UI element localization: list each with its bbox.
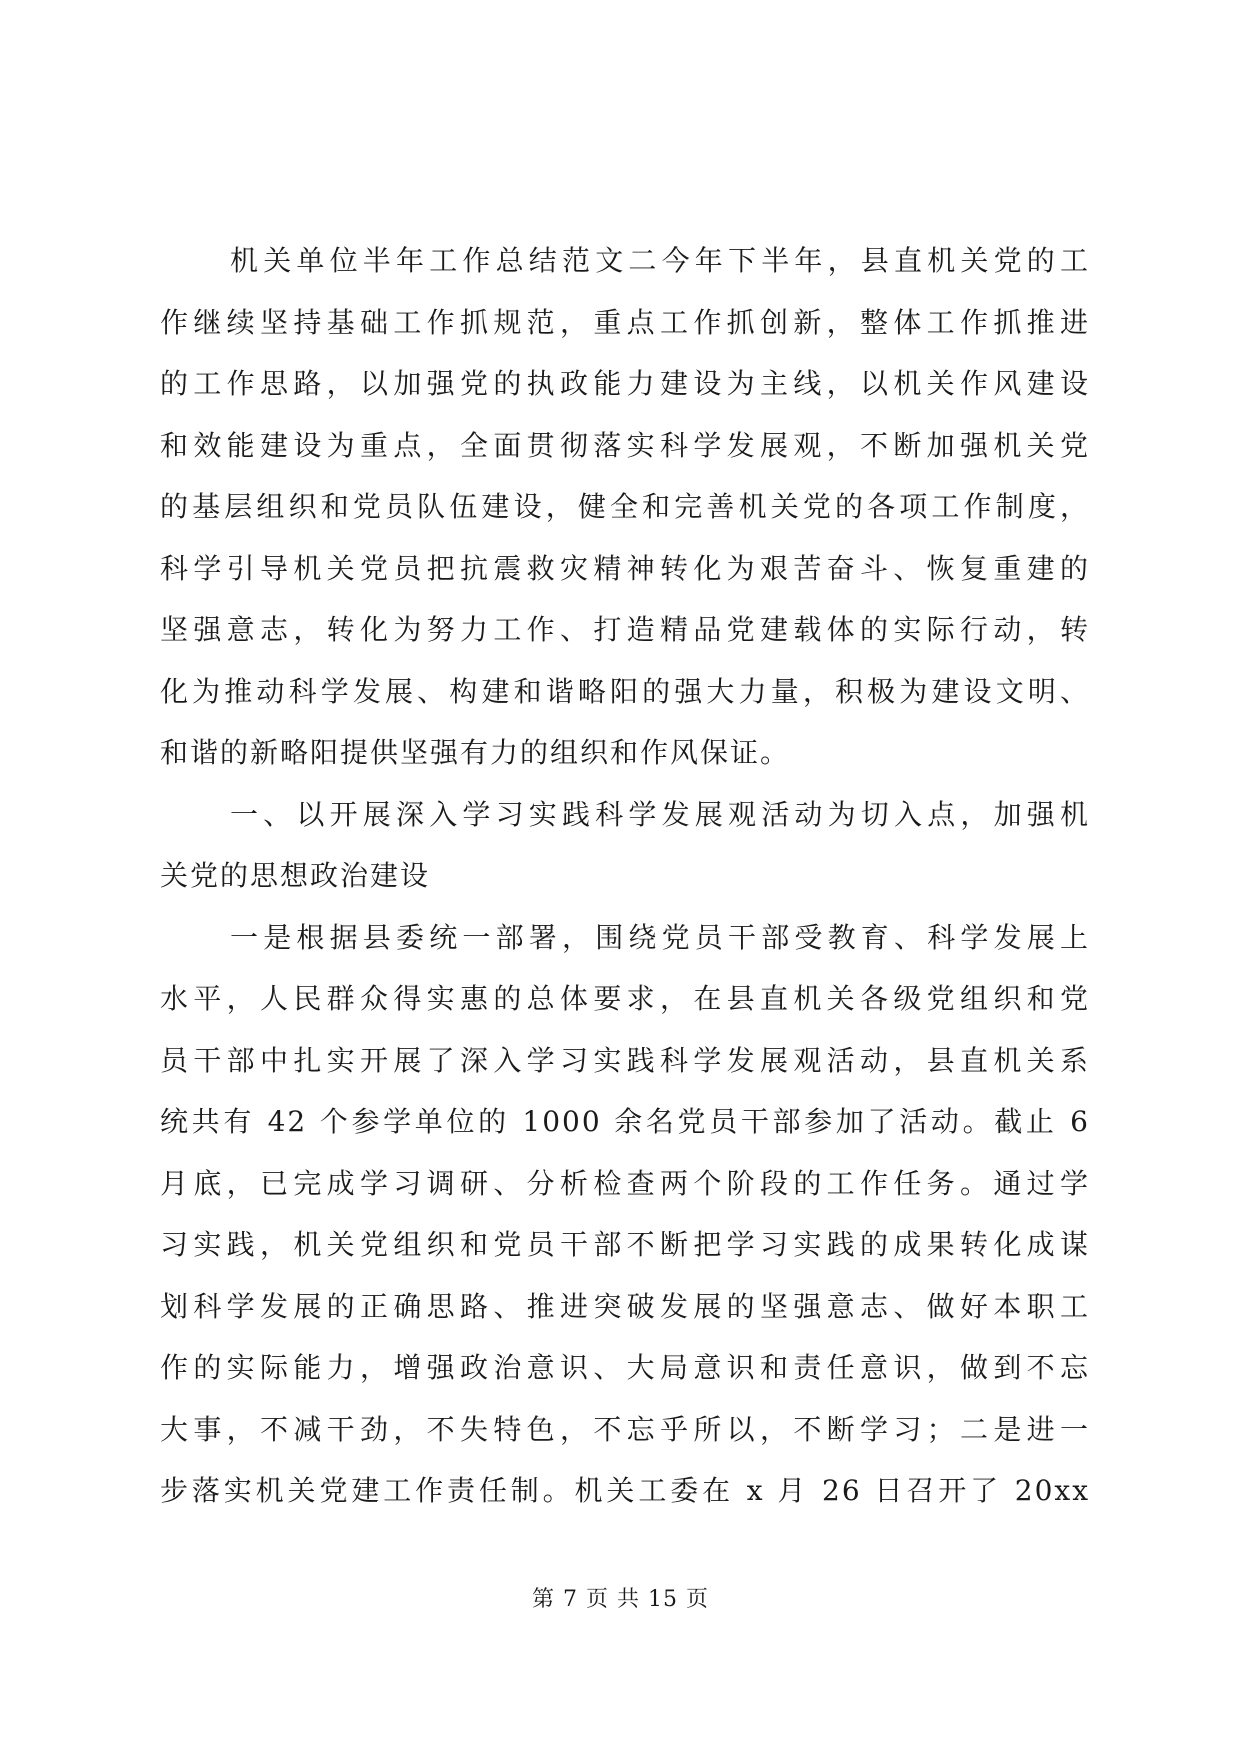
text-line: 统共有 42 个参学单位的 1000 余名党员干部参加了活动。截止 6 bbox=[160, 1105, 1090, 1138]
text-line: 化为推动科学发展、构建和谐略阳的强大力量，积极为建设文明、 bbox=[160, 674, 1090, 708]
text-line: 和谐的新略阳提供坚强有力的组织和作风保证。 bbox=[160, 736, 791, 769]
text-line: 一是根据县委统一部署，围绕党员干部受教育、科学发展上 bbox=[230, 920, 1090, 954]
text-line: 水平，人民群众得实惠的总体要求，在县直机关各级党组织和党 bbox=[160, 982, 1090, 1015]
section-heading-line: 一、以开展深入学习实践科学发展观活动为切入点，加强机 bbox=[230, 797, 1090, 831]
text-line: 作的实际能力，增强政治意识、大局意识和责任意识，做到不忘 bbox=[160, 1351, 1090, 1384]
section-heading-line: 关党的思想政治建设 bbox=[160, 859, 431, 892]
text-line: 员干部中扎实开展了深入学习实践科学发展观活动，县直机关系 bbox=[160, 1043, 1090, 1077]
page-footer: 第 7 页 共 15 页 bbox=[532, 1587, 709, 1612]
text-line: 和效能建设为重点，全面贯彻落实科学发展观，不断加强机关党 bbox=[160, 428, 1090, 462]
text-line: 科学引导机关党员把抗震救灾精神转化为艰苦奋斗、恢复重建的 bbox=[160, 551, 1090, 585]
text-line: 机关单位半年工作总结范文二今年下半年，县直机关党的工 bbox=[230, 244, 1090, 277]
text-line: 的基层组织和党员队伍建设，健全和完善机关党的各项工作制度， bbox=[160, 490, 1090, 523]
text-line: 作继续坚持基础工作抓规范，重点工作抓创新，整体工作抓推进 bbox=[160, 305, 1090, 339]
text-line: 划科学发展的正确思路、推进突破发展的坚强意志、做好本职工 bbox=[160, 1289, 1090, 1323]
text-line: 大事，不减干劲，不失特色，不忘乎所以，不断学习；二是进一 bbox=[160, 1412, 1090, 1446]
text-line: 月底，已完成学习调研、分析检查两个阶段的工作任务。通过学 bbox=[160, 1166, 1090, 1200]
text-line: 坚强意志，转化为努力工作、打造精品党建载体的实际行动，转 bbox=[160, 613, 1090, 646]
text-line: 的工作思路，以加强党的执政能力建设为主线，以机关作风建设 bbox=[160, 367, 1090, 400]
body-text bbox=[160, 230, 1090, 1522]
text-line: 步落实机关党建工作责任制。机关工委在 x 月 26 日召开了 20xx bbox=[160, 1474, 1090, 1507]
text-line: 习实践，机关党组织和党员干部不断把学习实践的成果转化成谋 bbox=[160, 1228, 1090, 1261]
